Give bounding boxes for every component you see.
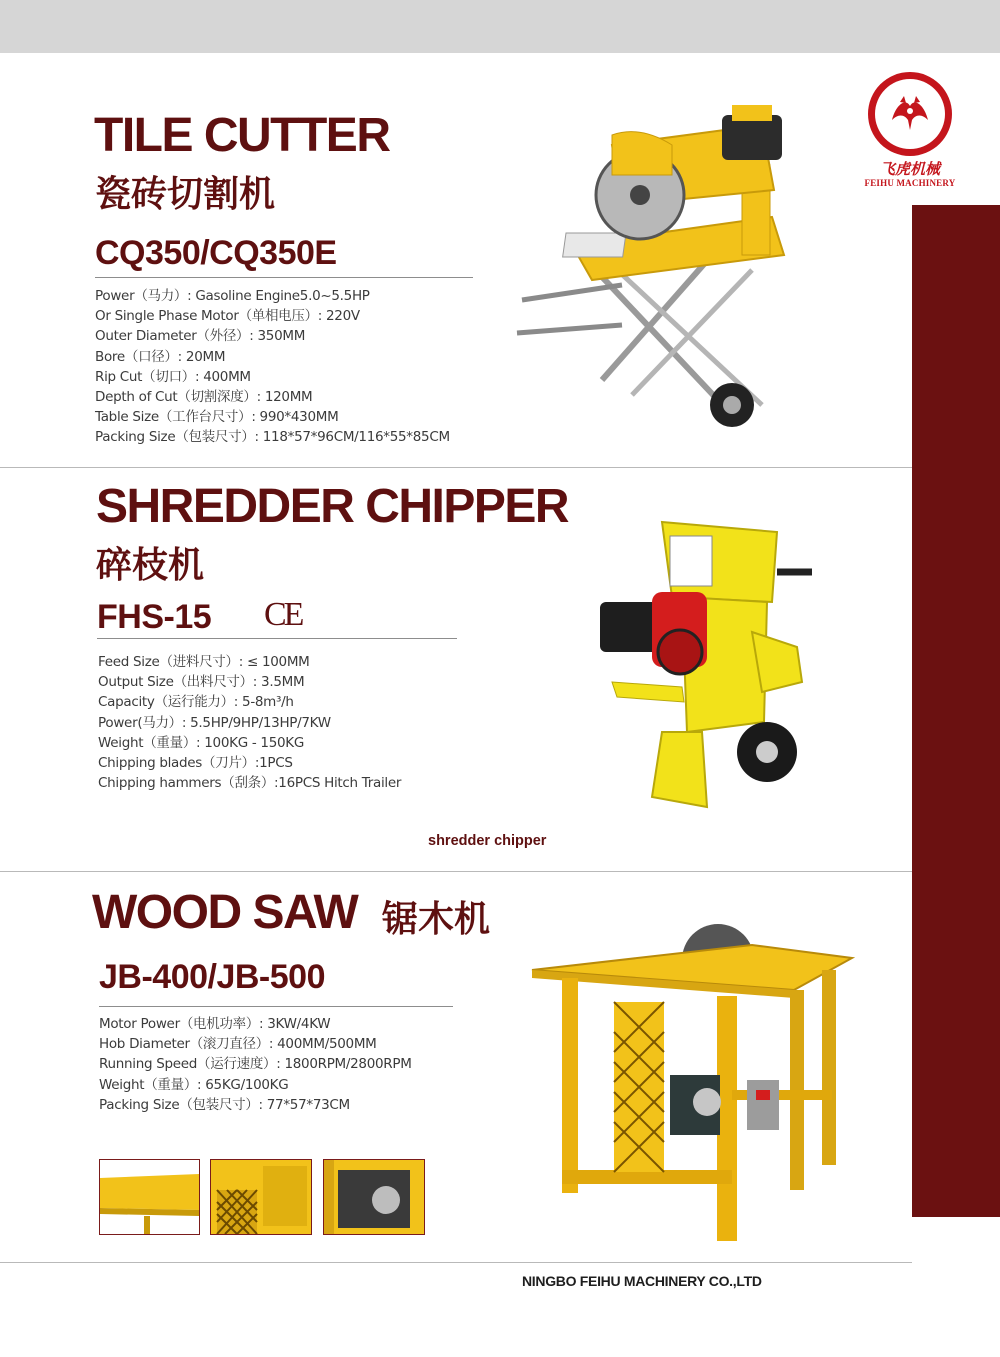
winged-tiger-icon — [886, 90, 934, 138]
shredder-underline — [97, 638, 457, 639]
section-divider — [0, 467, 912, 468]
spec-item: Table Size（工作台尺寸）: 990*430MM — [95, 409, 339, 426]
spec-item: Hob Diameter（滚刀直径）: 400MM/500MM — [99, 1036, 377, 1053]
tile-cutter-title-cn: 瓷砖切割机 — [95, 174, 276, 215]
shredder-caption: shredder chipper — [428, 833, 547, 849]
tile-cutter-specs — [95, 286, 450, 448]
spec-item: Motor Power（电机功率）: 3KW/4KW — [99, 1016, 331, 1032]
shredder-title: SHREDDER CHIPPER — [96, 480, 569, 533]
spec-item: Chipping hammers（刮条）:16PCS Hitch Trailer — [98, 775, 402, 792]
spec-item: Feed Size（进料尺寸）: ≤ 100MM — [98, 654, 310, 670]
spec-item: Packing Size（包装尺寸）: 118*57*96CM/116*55*85CM — [95, 429, 450, 446]
shredder-image — [592, 522, 817, 812]
tile-cutter-model: CQ350/CQ350E — [95, 234, 337, 272]
spec-item: Packing Size（包装尺寸）: 77*57*73CM — [99, 1096, 350, 1113]
logo-chinese-name: 飞虎机械 — [879, 160, 940, 178]
spec-item: Or Single Phase Motor（单相电压）: 220V — [95, 308, 360, 325]
spec-item: Outer Diameter（外径）: 350MM — [95, 328, 306, 345]
wood-saw-underline — [99, 1006, 453, 1007]
spec-item: Output Size（出料尺寸）: 3.5MM — [98, 674, 305, 691]
spec-item: Power（马力）: Gasoline Engine5.0~5.5HP — [95, 288, 370, 304]
spec-item: Bore（口径）: 20MM — [95, 348, 226, 365]
footer-company-name: NINGBO FEIHU MACHINERY CO.,LTD — [522, 1273, 762, 1289]
company-logo — [862, 72, 958, 192]
wood-saw-title-cn: 锯木机 — [382, 899, 491, 940]
spec-item: Capacity（运行能力）: 5-8m³/h — [98, 694, 294, 711]
shredder-specs — [98, 652, 401, 793]
thumbnail-motor-closeup — [323, 1159, 425, 1235]
thumbnail-table-corner — [99, 1159, 200, 1235]
footer-divider — [0, 1262, 912, 1263]
thumbnail-mesh-guard — [210, 1159, 312, 1235]
logo-english-name: FEIHU MACHINERY — [864, 178, 956, 188]
spec-item: Rip Cut（切口）: 400MM — [95, 368, 251, 385]
spec-item: Power(马力）: 5.5HP/9HP/13HP/7KW — [98, 714, 331, 731]
wood-saw-model: JB-400/JB-500 — [99, 958, 325, 996]
section-divider — [0, 871, 912, 872]
wood-saw-image — [532, 940, 854, 1246]
shredder-model: FHS-15 — [97, 598, 212, 636]
top-band — [0, 0, 1000, 53]
tile-cutter-underline — [95, 277, 473, 278]
tile-cutter-title: TILE CUTTER — [94, 109, 390, 162]
spec-item: Weight（重量）: 100KG - 150KG — [98, 734, 304, 751]
wood-saw-specs — [99, 1014, 412, 1115]
shredder-title-cn: 碎枝机 — [96, 545, 205, 586]
wood-saw-title: WOOD SAW — [92, 886, 358, 939]
ce-mark: CE — [264, 596, 302, 633]
spec-item: Weight（重量）: 65KG/100KG — [99, 1076, 289, 1093]
spec-item: Chipping blades（刀片）:1PCS — [98, 755, 293, 772]
side-accent-bar — [912, 205, 1000, 1217]
spec-item: Depth of Cut（切割深度）: 120MM — [95, 389, 313, 406]
tile-cutter-image — [512, 105, 802, 435]
spec-item: Running Speed（运行速度）: 1800RPM/2800RPM — [99, 1056, 412, 1073]
